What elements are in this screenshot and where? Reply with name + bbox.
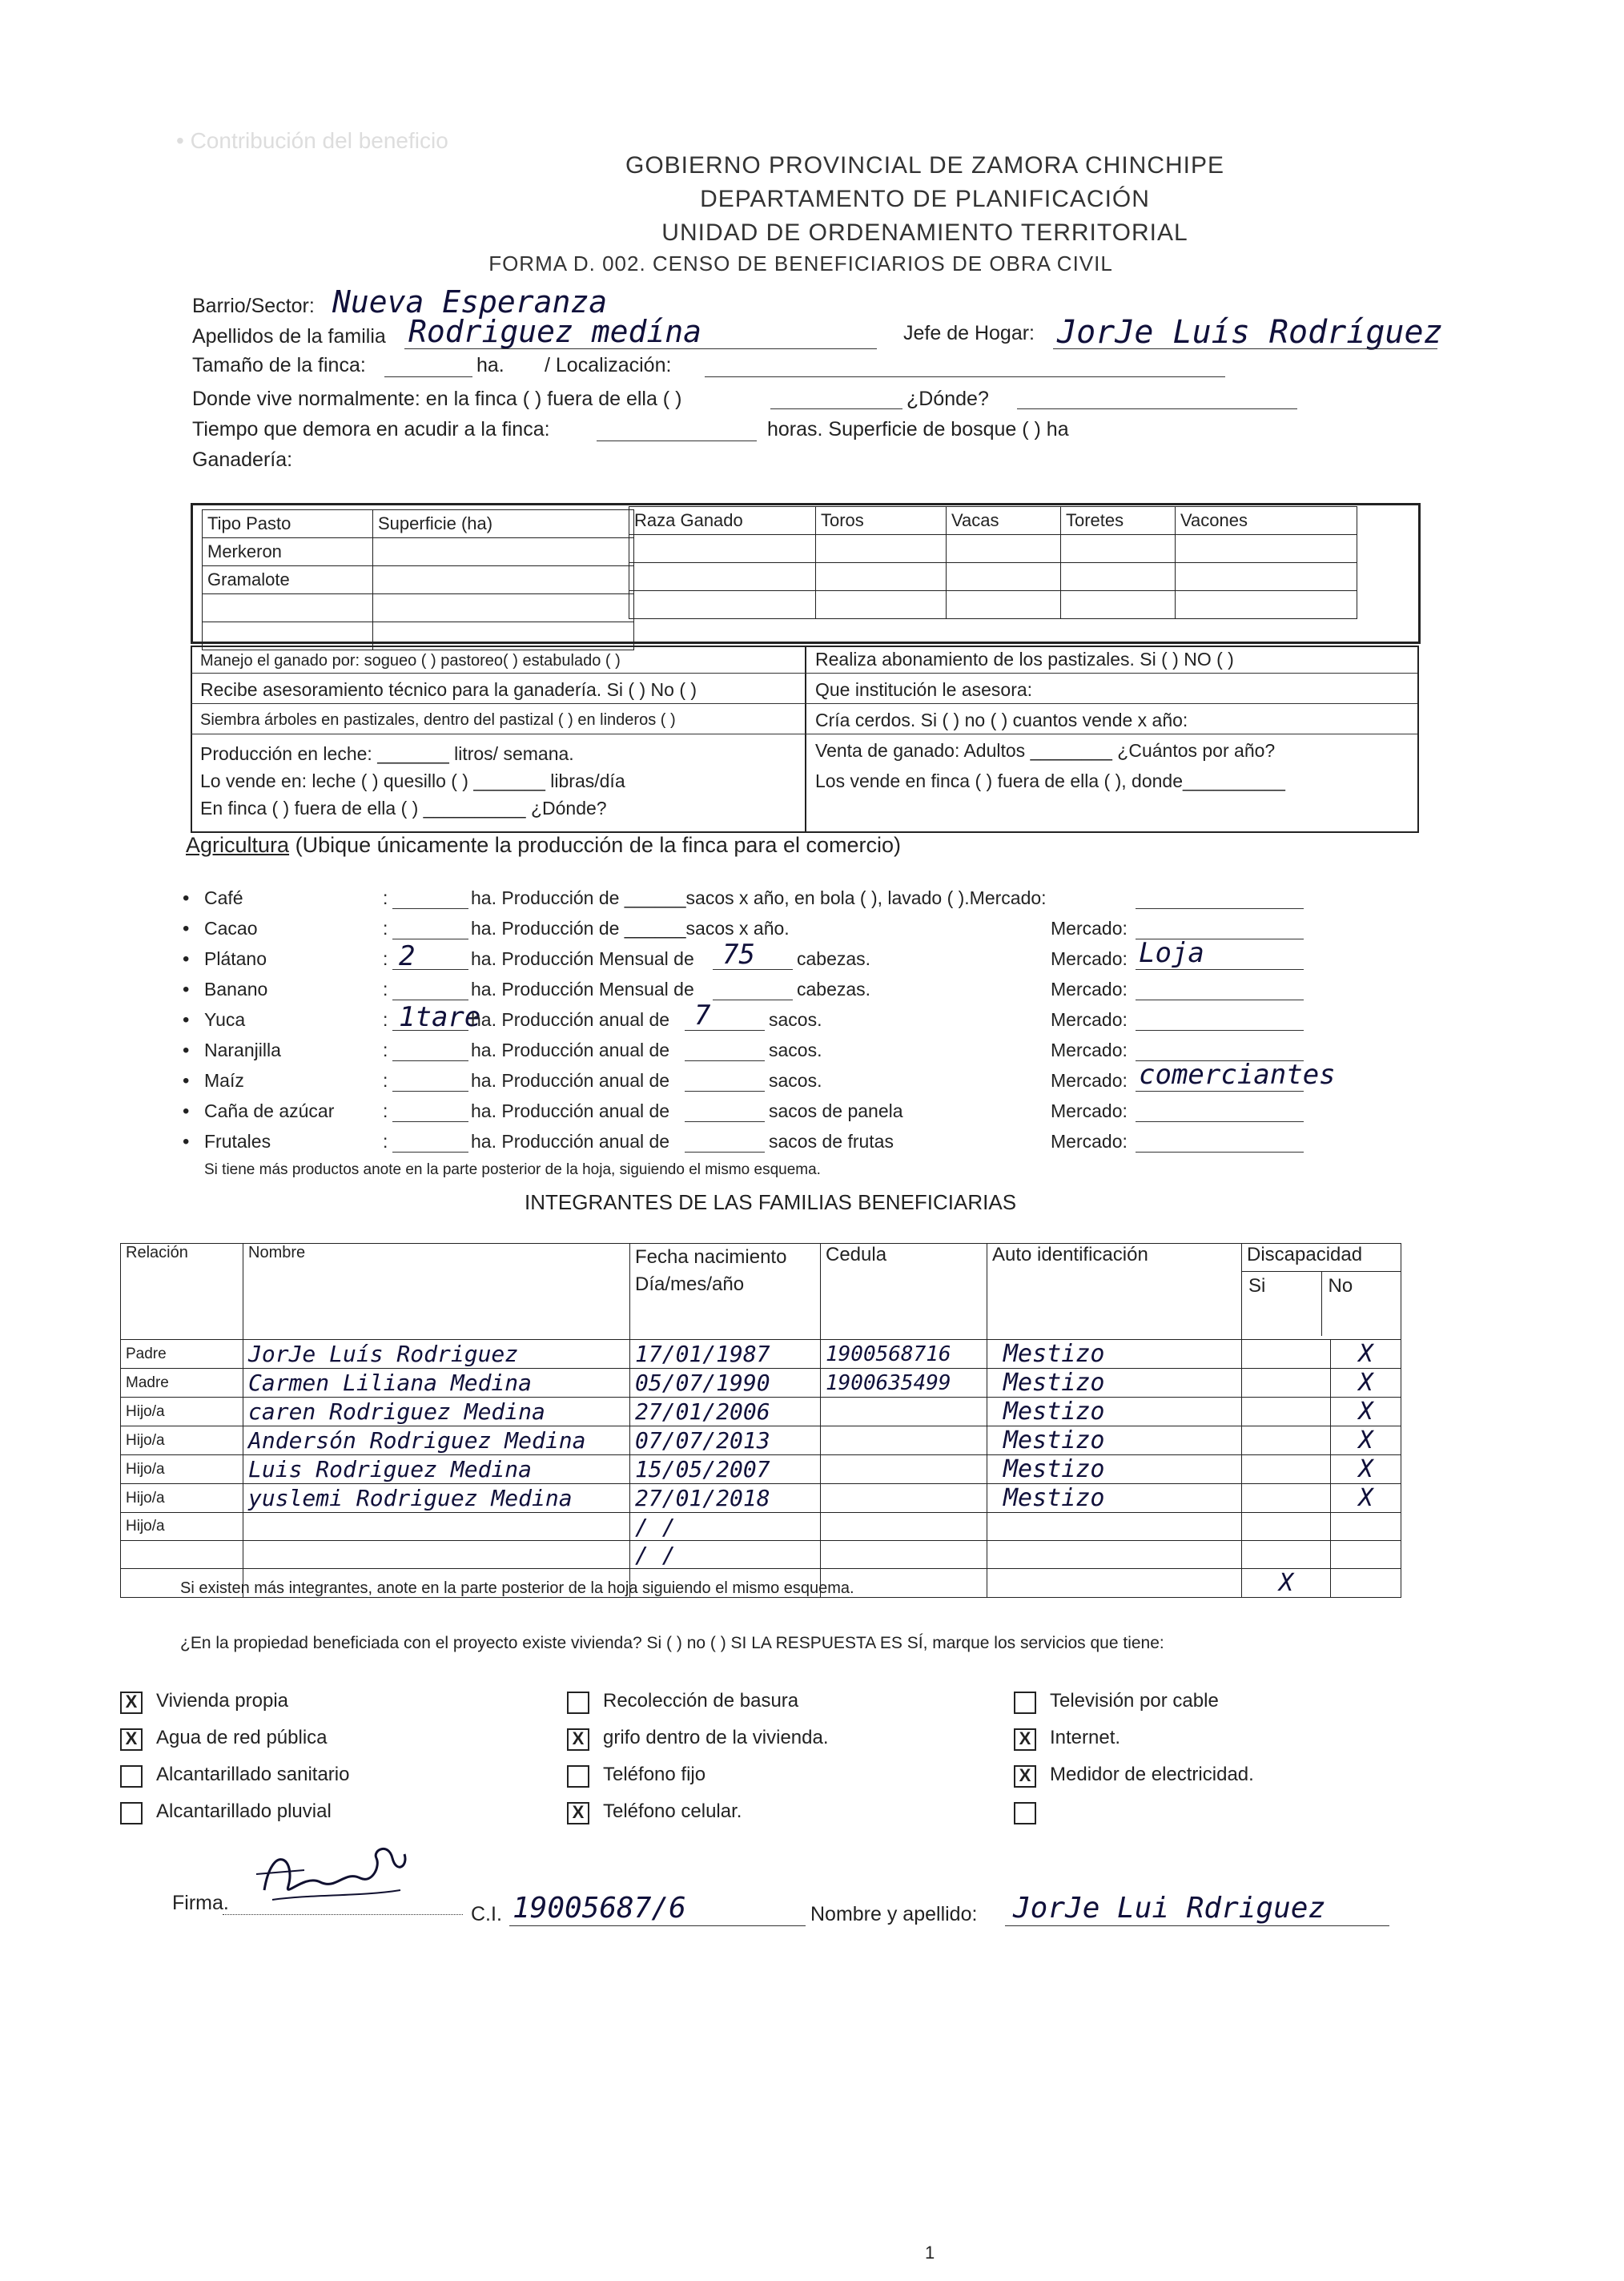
auto-cell[interactable]: Mestizo bbox=[987, 1426, 1242, 1455]
ci-field[interactable]: 19005687/6 bbox=[513, 1892, 686, 1925]
service-label: Agua de red pública bbox=[156, 1727, 328, 1748]
mercado-label: Mercado: bbox=[1051, 1100, 1128, 1121]
localizacion-field[interactable] bbox=[705, 376, 1225, 377]
cedula-cell[interactable] bbox=[821, 1426, 987, 1455]
si-header: Si bbox=[1242, 1272, 1322, 1336]
auto-cell[interactable]: Mestizo bbox=[987, 1484, 1242, 1513]
integrantes-table bbox=[120, 1243, 1401, 1598]
crop-name: Naranjilla bbox=[204, 1040, 281, 1060]
service-label: grifo dentro de la vivienda. bbox=[603, 1727, 829, 1748]
ganado-cell[interactable] bbox=[1176, 563, 1357, 591]
disc-si-cell[interactable] bbox=[1242, 1369, 1331, 1398]
donde-field[interactable] bbox=[1017, 408, 1297, 409]
relacion-cell: Hijo/a bbox=[121, 1513, 243, 1541]
auto-cell[interactable] bbox=[987, 1569, 1242, 1598]
jefe-label: Jefe de Hogar: bbox=[903, 322, 1035, 344]
ganado-cell[interactable] bbox=[1176, 535, 1357, 563]
agricultura-subtitle: (Ubique únicamente la producción de la finca para el comercio) bbox=[295, 833, 901, 857]
crop-production-label: ha. Producción anual de bbox=[471, 1070, 670, 1091]
crop-production-text: ha. Producción de ______sacos x año, en bola ( ), lavado ( ).Mercado: bbox=[471, 887, 1047, 908]
institucion: Que institución le asesora: bbox=[815, 679, 1033, 700]
relacion-cell: Hijo/a bbox=[121, 1426, 243, 1455]
cria-cerdos: Cría cerdos. Si ( ) no ( ) cuantos vende x año: bbox=[815, 710, 1188, 730]
tamano-ha: ha. bbox=[476, 354, 504, 376]
crop-colon: : bbox=[383, 979, 388, 1000]
service-checkbox[interactable] bbox=[567, 1692, 589, 1714]
header-line-1: GOBIERNO PROVINCIAL DE ZAMORA CHINCHIPE bbox=[625, 152, 1224, 179]
superficie-cell[interactable] bbox=[373, 594, 634, 622]
venta-ganado: Venta de ganado: Adultos ________ ¿Cuántos por año? bbox=[815, 740, 1276, 761]
crop-name: Caña de azúcar bbox=[204, 1100, 335, 1121]
service-label: Medidor de electricidad. bbox=[1050, 1764, 1254, 1785]
tiempo-label: Tiempo que demora en acudir a la finca: bbox=[192, 418, 550, 441]
crop-production-label: ha. Producción Mensual de bbox=[471, 979, 694, 1000]
discapacidad-header: Discapacidad bbox=[1242, 1244, 1401, 1272]
manejo-ganado: Manejo el ganado por: sogueo ( ) pastoreo( ) estabulado ( ) bbox=[200, 652, 621, 670]
service-label: Recolección de basura bbox=[603, 1690, 799, 1712]
ganado-cell[interactable] bbox=[816, 591, 947, 619]
disc-no-cell[interactable]: X bbox=[1331, 1398, 1401, 1426]
member-row bbox=[121, 1369, 1401, 1398]
crop-area-field[interactable]: 2 bbox=[399, 940, 416, 972]
crop-colon: : bbox=[383, 1040, 388, 1060]
raza-header: Raza Ganado bbox=[629, 507, 816, 535]
crop-colon: : bbox=[383, 887, 388, 908]
crop-production-text: ha. Producción de ______sacos x año. bbox=[471, 918, 790, 939]
fecha-header: Fecha nacimiento Día/mes/año bbox=[630, 1244, 821, 1340]
service-checkbox[interactable] bbox=[567, 1765, 589, 1788]
mercado-label: Mercado: bbox=[1051, 948, 1128, 969]
ganado-cell[interactable] bbox=[629, 535, 816, 563]
member-row bbox=[121, 1398, 1401, 1426]
no-header: No bbox=[1328, 1275, 1353, 1297]
tamano-field[interactable] bbox=[384, 376, 472, 377]
crop-production-label: ha. Producción anual de bbox=[471, 1100, 670, 1121]
disc-no-cell[interactable]: X bbox=[1331, 1484, 1401, 1513]
disc-si-cell[interactable] bbox=[1242, 1541, 1331, 1569]
crop-name: Frutales bbox=[204, 1131, 271, 1152]
crop-unit: sacos. bbox=[769, 1009, 822, 1030]
nombre-cell[interactable]: Luis Rodriguez Medina bbox=[243, 1455, 630, 1484]
auto-header: Auto identificación bbox=[987, 1244, 1242, 1340]
ganado-cell[interactable] bbox=[1176, 591, 1357, 619]
service-label: Alcantarillado sanitario bbox=[156, 1764, 350, 1785]
crop-bullet: • bbox=[183, 887, 190, 909]
integrantes-title: INTEGRANTES DE LAS FAMILIAS BENEFICIARIAS bbox=[525, 1190, 1017, 1214]
disc-si-cell[interactable] bbox=[1242, 1340, 1331, 1369]
disc-si-cell[interactable] bbox=[1242, 1513, 1331, 1541]
tamano-label: Tamaño de la finca: bbox=[192, 354, 366, 376]
ganado-cell[interactable] bbox=[816, 535, 947, 563]
crop-unit: sacos de panela bbox=[769, 1100, 903, 1121]
auto-cell[interactable] bbox=[987, 1513, 1242, 1541]
cedula-cell[interactable]: 1900635499 bbox=[821, 1369, 987, 1398]
fecha-cell[interactable]: 07/07/2013 bbox=[630, 1426, 821, 1455]
member-row bbox=[121, 1340, 1401, 1369]
nombre-cell[interactable] bbox=[243, 1541, 630, 1569]
service-checkbox[interactable] bbox=[120, 1802, 143, 1824]
service-checkbox[interactable] bbox=[120, 1765, 143, 1788]
auto-cell[interactable]: Mestizo bbox=[987, 1398, 1242, 1426]
disc-si-cell[interactable] bbox=[1242, 1426, 1331, 1455]
nombre-apellido-label: Nombre y apellido: bbox=[810, 1903, 978, 1925]
fecha-cell[interactable]: 27/01/2018 bbox=[630, 1484, 821, 1513]
cedula-cell[interactable] bbox=[821, 1541, 987, 1569]
relacion-cell: Hijo/a bbox=[121, 1455, 243, 1484]
pasto-row[interactable] bbox=[203, 594, 373, 622]
signature-image bbox=[240, 1826, 424, 1914]
nombre-cell[interactable]: caren Rodriguez Medina bbox=[243, 1398, 630, 1426]
crop-colon: : bbox=[383, 1009, 388, 1030]
disc-no-cell[interactable]: X bbox=[1331, 1426, 1401, 1455]
service-label: Vivienda propia bbox=[156, 1690, 289, 1712]
vende-finca: En finca ( ) fuera de ella ( ) __________ ¿Dónde? bbox=[200, 798, 607, 819]
crop-name: Café bbox=[204, 887, 243, 908]
member-row bbox=[121, 1455, 1401, 1484]
crop-unit: sacos. bbox=[769, 1070, 822, 1091]
pasto-row: Merkeron bbox=[203, 538, 373, 566]
horas-label: horas. Superficie de bosque ( ) ha bbox=[767, 418, 1069, 441]
superficie-header: Superficie (ha) bbox=[373, 510, 634, 538]
ci-label: C.I. bbox=[471, 1903, 502, 1925]
cedula-cell[interactable] bbox=[821, 1455, 987, 1484]
relacion-cell: Hijo/a bbox=[121, 1398, 243, 1426]
fecha-cell[interactable]: 15/05/2007 bbox=[630, 1455, 821, 1484]
crop-colon: : bbox=[383, 918, 388, 939]
auto-cell[interactable] bbox=[987, 1541, 1242, 1569]
ganado-cell[interactable] bbox=[1061, 591, 1176, 619]
ganado-cell[interactable] bbox=[629, 591, 816, 619]
mercado-label: Mercado: bbox=[1051, 918, 1128, 939]
agricultura-heading bbox=[186, 833, 901, 858]
siembra-arboles: Siembra árboles en pastizales, dentro del pastizal ( ) en linderos ( ) bbox=[200, 711, 676, 729]
auto-cell[interactable]: Mestizo bbox=[987, 1340, 1242, 1369]
service-checkbox[interactable]: X bbox=[1014, 1728, 1036, 1751]
disc-si-cell[interactable] bbox=[1242, 1455, 1331, 1484]
apellidos-field[interactable]: Rodriguez medína bbox=[408, 314, 702, 349]
disc-no-cell[interactable] bbox=[1331, 1541, 1401, 1569]
disc-no-cell[interactable]: X bbox=[1331, 1340, 1401, 1369]
crop-name: Yuca bbox=[204, 1009, 246, 1030]
apellidos-label: Apellidos de la familia bbox=[192, 325, 386, 348]
firma-label: Firma. bbox=[172, 1892, 229, 1914]
crop-name: Cacao bbox=[204, 918, 258, 939]
form-title: FORMA D. 002. CENSO DE BENEFICIARIOS DE OBRA CIVIL bbox=[488, 251, 1113, 276]
barrio-field[interactable]: Nueva Esperanza bbox=[332, 284, 608, 320]
toretes-header: Toretes bbox=[1061, 507, 1176, 535]
ganado-cell[interactable] bbox=[947, 591, 1061, 619]
disc-no-cell[interactable]: X bbox=[1331, 1455, 1401, 1484]
superficie-cell[interactable] bbox=[373, 566, 634, 594]
bleed-through-text: • Contribución del beneficio bbox=[176, 128, 448, 153]
service-label: Internet. bbox=[1050, 1727, 1121, 1748]
disc-no-cell[interactable] bbox=[1331, 1569, 1401, 1598]
crop-bullet: • bbox=[183, 918, 190, 939]
page-number: 1 bbox=[925, 2243, 935, 2263]
cedula-cell[interactable] bbox=[821, 1484, 987, 1513]
integrantes-note: Si existen más integrantes, anote en la parte posterior de la hoja siguiendo el mismo esquema. bbox=[180, 1579, 854, 1597]
disc-no-cell[interactable] bbox=[1331, 1513, 1401, 1541]
service-checkbox[interactable]: X bbox=[567, 1728, 589, 1751]
barrio-label: Barrio/Sector: bbox=[192, 295, 315, 317]
crop-bullet: • bbox=[183, 1100, 190, 1122]
ganado-cell[interactable] bbox=[1061, 535, 1176, 563]
nombre-cell[interactable]: yuslemi Rodriguez Medina bbox=[243, 1484, 630, 1513]
service-checkbox[interactable] bbox=[1014, 1692, 1036, 1714]
crop-production-field[interactable]: 7 bbox=[694, 1000, 711, 1032]
nombre-cell[interactable]: Andersón Rodriguez Medina bbox=[243, 1426, 630, 1455]
crop-unit: cabezas. bbox=[797, 979, 871, 1000]
cedula-cell[interactable] bbox=[821, 1513, 987, 1541]
service-checkbox[interactable] bbox=[1014, 1802, 1036, 1824]
donde-label: ¿Dónde? bbox=[906, 388, 989, 410]
fecha-cell[interactable]: 27/01/2006 bbox=[630, 1398, 821, 1426]
jefe-field[interactable]: JorJe Luís Rodríguez bbox=[1057, 314, 1443, 351]
disc-si-cell[interactable]: X bbox=[1242, 1569, 1331, 1598]
fecha-cell[interactable]: 17/01/1987 bbox=[630, 1340, 821, 1369]
mercado-field[interactable]: Loja bbox=[1139, 937, 1204, 969]
abonamiento: Realiza abonamiento de los pastizales. Si ( ) NO ( ) bbox=[815, 649, 1234, 670]
service-checkbox[interactable]: X bbox=[567, 1802, 589, 1824]
relacion-cell: Madre bbox=[121, 1369, 243, 1398]
mercado-label: Mercado: bbox=[1051, 1131, 1128, 1152]
nombre-cell[interactable] bbox=[243, 1513, 630, 1541]
crop-unit: sacos de frutas bbox=[769, 1131, 894, 1152]
relacion-cell: Padre bbox=[121, 1340, 243, 1369]
relacion-header: Relación bbox=[121, 1244, 243, 1340]
mercado-label: Mercado: bbox=[1051, 1009, 1128, 1030]
agricultura-title: Agricultura bbox=[186, 833, 290, 857]
superficie-cell[interactable] bbox=[373, 538, 634, 566]
donde-vive-label: Donde vive normalmente: en la finca ( ) fuera de ella ( ) bbox=[192, 388, 682, 410]
nombre-cell[interactable]: Carmen Liliana Medina bbox=[243, 1369, 630, 1398]
mercado-label: Mercado: bbox=[1051, 1040, 1128, 1060]
produccion-leche: Producción en leche: _______ litros/ semana. bbox=[200, 743, 574, 764]
fecha-cell[interactable]: / / bbox=[630, 1541, 821, 1569]
fecha-cell[interactable]: / / bbox=[630, 1513, 821, 1541]
pasto-row: Gramalote bbox=[203, 566, 373, 594]
ganado-cell[interactable] bbox=[816, 563, 947, 591]
asesoramiento: Recibe asesoramiento técnico para la ganadería. Si ( ) No ( ) bbox=[200, 679, 697, 700]
crop-colon: : bbox=[383, 948, 388, 969]
service-label: Teléfono fijo bbox=[603, 1764, 706, 1785]
vacas-header: Vacas bbox=[947, 507, 1061, 535]
crop-bullet: • bbox=[183, 1009, 190, 1031]
fecha-cell[interactable]: 05/07/1990 bbox=[630, 1369, 821, 1398]
crop-production-field[interactable]: 75 bbox=[722, 939, 755, 971]
crop-production-label: ha. Producción anual de bbox=[471, 1009, 670, 1030]
cedula-cell[interactable] bbox=[821, 1398, 987, 1426]
header-line-2: DEPARTAMENTO DE PLANIFICACIÓN bbox=[700, 186, 1150, 212]
nombre-apellido-field[interactable]: JorJe Lui Rdriguez bbox=[1013, 1892, 1326, 1925]
service-checkbox[interactable]: X bbox=[1014, 1765, 1036, 1788]
crop-bullet: • bbox=[183, 979, 190, 1000]
nombre-cell[interactable]: JorJe Luís Rodriguez bbox=[243, 1340, 630, 1369]
crop-colon: : bbox=[383, 1100, 388, 1121]
disc-si-cell[interactable] bbox=[1242, 1398, 1331, 1426]
mercado-label: Mercado: bbox=[1051, 979, 1128, 1000]
vende-ganado-donde: Los vende en finca ( ) fuera de ella ( ), donde__________ bbox=[815, 770, 1285, 791]
vivienda-question: ¿En la propiedad beneficiada con el proyecto existe vivienda? Si ( ) no ( ) SI LA RESPUESTA ES SÍ, marque los servicios que tiene: bbox=[180, 1634, 1164, 1652]
member-row bbox=[121, 1484, 1401, 1513]
pasto-header: Tipo Pasto bbox=[203, 510, 373, 538]
agricultura-note: Si tiene más productos anote en la parte posterior de la hoja, siguiendo el mismo esquema. bbox=[204, 1161, 821, 1178]
crop-unit: sacos. bbox=[769, 1040, 822, 1060]
cedula-cell[interactable]: 1900568716 bbox=[821, 1340, 987, 1369]
crop-name: Plátano bbox=[204, 948, 267, 969]
disc-no-cell[interactable]: X bbox=[1331, 1369, 1401, 1398]
member-row bbox=[121, 1541, 1401, 1569]
crop-bullet: • bbox=[183, 1070, 190, 1092]
member-row bbox=[121, 1513, 1401, 1541]
member-row bbox=[121, 1426, 1401, 1455]
auto-cell[interactable]: Mestizo bbox=[987, 1369, 1242, 1398]
auto-cell[interactable]: Mestizo bbox=[987, 1455, 1242, 1484]
service-label: Alcantarillado pluvial bbox=[156, 1800, 332, 1822]
crop-production-label: ha. Producción anual de bbox=[471, 1040, 670, 1060]
vacones-header: Vacones bbox=[1176, 507, 1357, 535]
ganado-cell[interactable] bbox=[947, 535, 1061, 563]
crop-colon: : bbox=[383, 1070, 388, 1091]
crop-production-label: ha. Producción anual de bbox=[471, 1131, 670, 1152]
toros-header: Toros bbox=[816, 507, 947, 535]
service-label: Televisión por cable bbox=[1050, 1690, 1219, 1712]
nombre-header: Nombre bbox=[243, 1244, 630, 1340]
ganado-cell[interactable] bbox=[1061, 563, 1176, 591]
crop-name: Maíz bbox=[204, 1070, 244, 1091]
service-checkbox[interactable]: X bbox=[120, 1692, 143, 1714]
vende-leche: Lo vende en: leche ( ) quesillo ( ) _______ libras/día bbox=[200, 770, 625, 791]
relacion-cell bbox=[121, 1541, 243, 1569]
crop-area-field[interactable]: 1tare bbox=[399, 1001, 481, 1033]
crop-bullet: • bbox=[183, 1131, 190, 1153]
crop-production-label: ha. Producción Mensual de bbox=[471, 948, 694, 969]
service-checkbox[interactable]: X bbox=[120, 1728, 143, 1751]
cedula-header: Cedula bbox=[821, 1244, 987, 1340]
pasto-table bbox=[202, 509, 634, 650]
ganaderia-label: Ganadería: bbox=[192, 449, 293, 471]
relacion-cell: Hijo/a bbox=[121, 1484, 243, 1513]
ganado-cell[interactable] bbox=[947, 563, 1061, 591]
mercado-field[interactable]: comerciantes bbox=[1139, 1059, 1336, 1091]
crop-colon: : bbox=[383, 1131, 388, 1152]
ganado-cell[interactable] bbox=[629, 563, 816, 591]
localizacion-label: / Localización: bbox=[545, 354, 672, 376]
crop-name: Banano bbox=[204, 979, 268, 1000]
service-label: Teléfono celular. bbox=[603, 1800, 742, 1822]
disc-si-cell[interactable] bbox=[1242, 1484, 1331, 1513]
ganado-table bbox=[629, 506, 1357, 619]
mercado-label: Mercado: bbox=[1051, 1070, 1128, 1091]
crop-bullet: • bbox=[183, 948, 190, 970]
header-line-3: UNIDAD DE ORDENAMIENTO TERRITORIAL bbox=[661, 219, 1188, 246]
crop-bullet: • bbox=[183, 1040, 190, 1061]
crop-unit: cabezas. bbox=[797, 948, 871, 969]
